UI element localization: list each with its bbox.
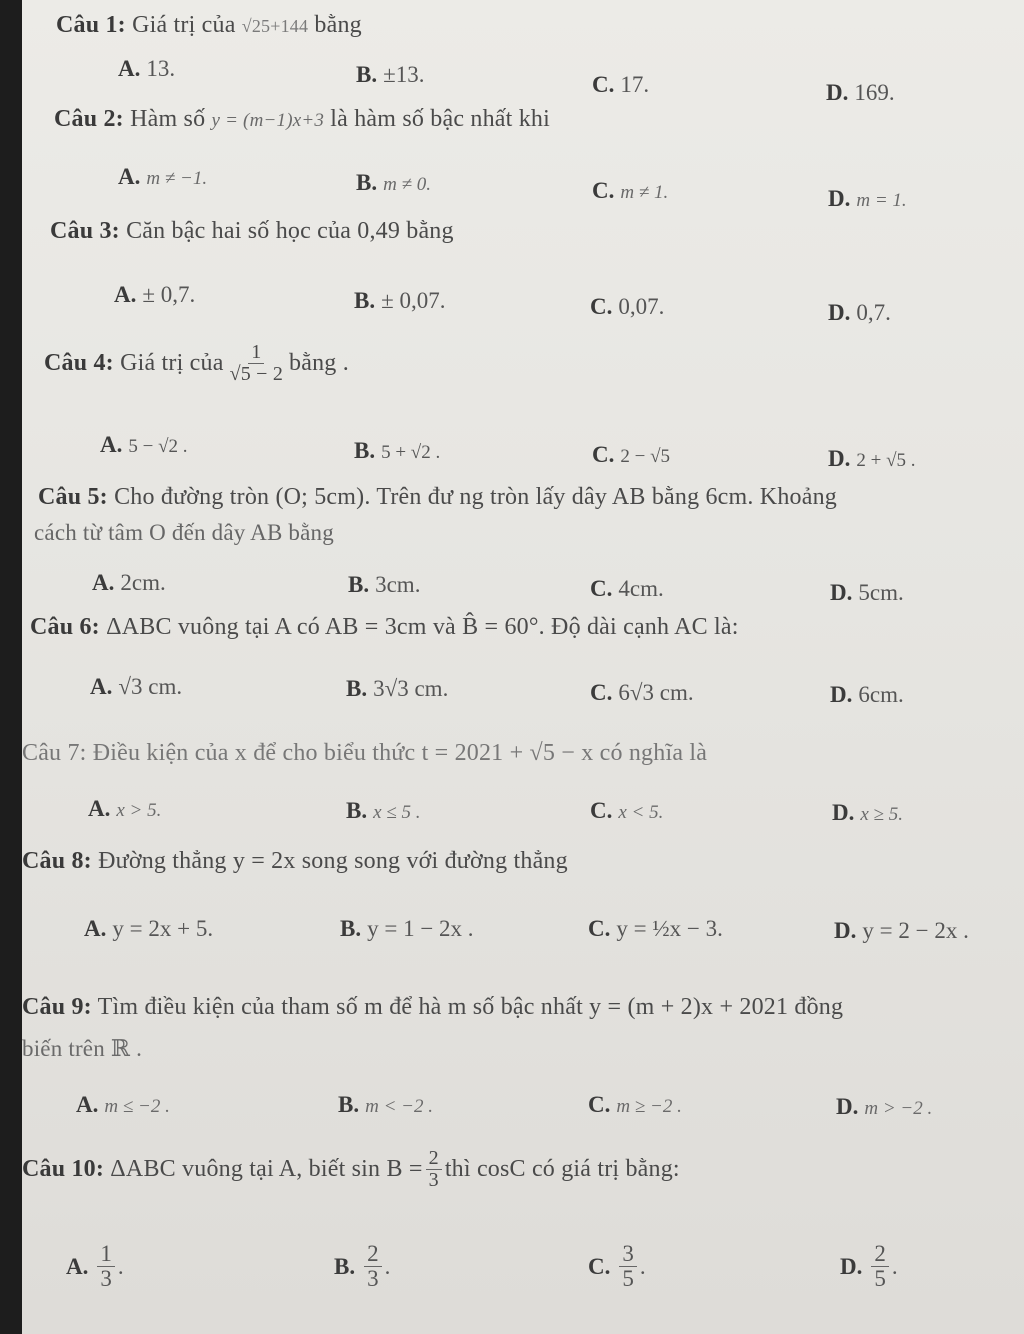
option-a[interactable]: A. m ≠ −1. (118, 164, 208, 189)
option-b[interactable]: B. 3√3 cm. (346, 676, 449, 701)
question-text: thì cosC có giá trị bằng: (444, 1156, 680, 1182)
option-a[interactable]: A. 5 − √2 . (100, 432, 188, 457)
fraction: $\frac{2}{3}$ (426, 1148, 442, 1191)
option-c[interactable]: C. 0,07. (590, 294, 665, 319)
option-a[interactable]: A. y = 2x + 5. (84, 916, 214, 941)
option-b[interactable]: B. x ≤ 5 . (346, 798, 421, 823)
option-a[interactable]: A. x > 5. (88, 796, 162, 821)
option-c[interactable]: C. 6√3 cm. (590, 680, 694, 705)
question-9-line-2: biến trên ℝ . (22, 1036, 143, 1061)
option-c[interactable]: C. y = ½x − 3. (588, 916, 723, 941)
option-c[interactable]: C. 4cm. (590, 576, 664, 601)
option-b[interactable]: B. $\frac{2}{3}$ . (334, 1241, 391, 1292)
option-a[interactable]: A. m ≤ −2 . (76, 1092, 170, 1117)
question-text: Đường thẳng y = 2x song song với đường thẳng (98, 848, 568, 874)
math-expression: y = (m−1)x+3 (211, 110, 325, 131)
question-8 (22, 848, 568, 875)
option-b[interactable]: B. m ≠ 0. (356, 170, 431, 195)
option-a[interactable]: A. $\frac{1}{3}$ . (66, 1241, 124, 1292)
question-5-line-2: cách từ tâm O đến dây AB bằng (34, 520, 334, 545)
question-text: bằng . (289, 350, 349, 376)
question-text: bằng (314, 12, 362, 38)
option-b[interactable]: B. y = 1 − 2x . (340, 916, 474, 941)
option-a[interactable]: A. 2cm. (92, 570, 166, 595)
question-text: ΔABC vuông tại A, biết sin B = (110, 1156, 423, 1182)
option-d[interactable]: D. 0,7. (828, 300, 891, 325)
question-text: Điều kiện của x để cho biểu thức t = 2021 + √5 − x có nghĩa là (92, 740, 708, 766)
question-label: Câu 5: (38, 484, 108, 510)
option-d[interactable]: D. $\frac{2}{5}$ . (840, 1241, 898, 1292)
option-b[interactable]: B. m < −2 . (338, 1092, 433, 1117)
option-c[interactable]: C. 17. (592, 72, 650, 97)
option-c[interactable]: C. 2 − √5 (592, 442, 671, 467)
question-10 (22, 1148, 680, 1191)
question-text: Hàm số (130, 106, 206, 132)
math-expression: √25+144 (241, 16, 309, 36)
option-a[interactable]: A. ± 0,7. (114, 282, 196, 307)
option-d[interactable]: D. 2 + √5 . (828, 446, 916, 471)
question-text: Giá trị của (132, 12, 236, 38)
fraction: $\frac{1}{√5 - 2}$ (229, 341, 284, 385)
option-d[interactable]: D. 5cm. (830, 580, 904, 605)
question-5 (38, 484, 837, 511)
question-label: Câu 2: (54, 106, 124, 132)
question-label: Câu 6: (30, 614, 100, 640)
option-d[interactable]: D. y = 2 − 2x . (834, 918, 969, 943)
question-label: Câu 4: (44, 350, 114, 376)
question-text: Tìm điều kiện của tham số m để hà m số bậc nhất y = (m + 2)x + 2021 đồng (97, 994, 844, 1020)
question-9 (22, 994, 843, 1021)
option-b[interactable]: B. ± 0,07. (354, 288, 446, 313)
option-d[interactable]: D. m > −2 . (836, 1094, 933, 1119)
question-2 (54, 106, 550, 133)
question-text: Giá trị của (120, 350, 224, 376)
question-label: Câu 3: (50, 218, 120, 244)
question-3 (50, 218, 454, 245)
option-d[interactable]: D. 169. (826, 80, 895, 105)
question-4 (44, 342, 349, 385)
option-d[interactable]: D. 6cm. (830, 682, 904, 707)
exam-paper (22, 0, 1024, 1334)
option-b[interactable]: B. 5 + √2 . (354, 438, 441, 463)
option-b[interactable]: B. 3cm. (348, 572, 421, 597)
question-text: ΔABC vuông tại A có AB = 3cm và B̂ = 60°. Độ dài cạnh AC là: (106, 614, 739, 640)
question-1 (56, 12, 362, 39)
option-c[interactable]: C. $\frac{3}{5}$ . (588, 1241, 646, 1292)
option-c[interactable]: C. m ≠ 1. (592, 178, 669, 203)
option-a[interactable]: A. 13. (118, 56, 176, 81)
option-d[interactable]: D. m = 1. (828, 186, 907, 211)
question-7 (22, 740, 707, 767)
option-c[interactable]: C. x < 5. (590, 798, 664, 823)
question-text: Cho đường tròn (O; 5cm). Trên đư ng tròn lấy dây AB bằng 6cm. Khoảng (114, 484, 837, 510)
option-c[interactable]: C. m ≥ −2 . (588, 1092, 682, 1117)
question-label: Câu 7: (22, 740, 87, 766)
question-text: là hàm số bậc nhất khi (330, 106, 550, 132)
question-6 (30, 614, 739, 641)
question-text: Căn bậc hai số học của 0,49 bằng (126, 218, 454, 244)
option-a[interactable]: A. √3 cm. (90, 674, 183, 699)
option-b[interactable]: B. ±13. (356, 62, 425, 87)
question-label: Câu 8: (22, 848, 92, 874)
question-label: Câu 1: (56, 12, 126, 38)
question-label: Câu 10: (22, 1156, 105, 1182)
option-d[interactable]: D. x ≥ 5. (832, 800, 903, 825)
question-label: Câu 9: (22, 994, 92, 1020)
